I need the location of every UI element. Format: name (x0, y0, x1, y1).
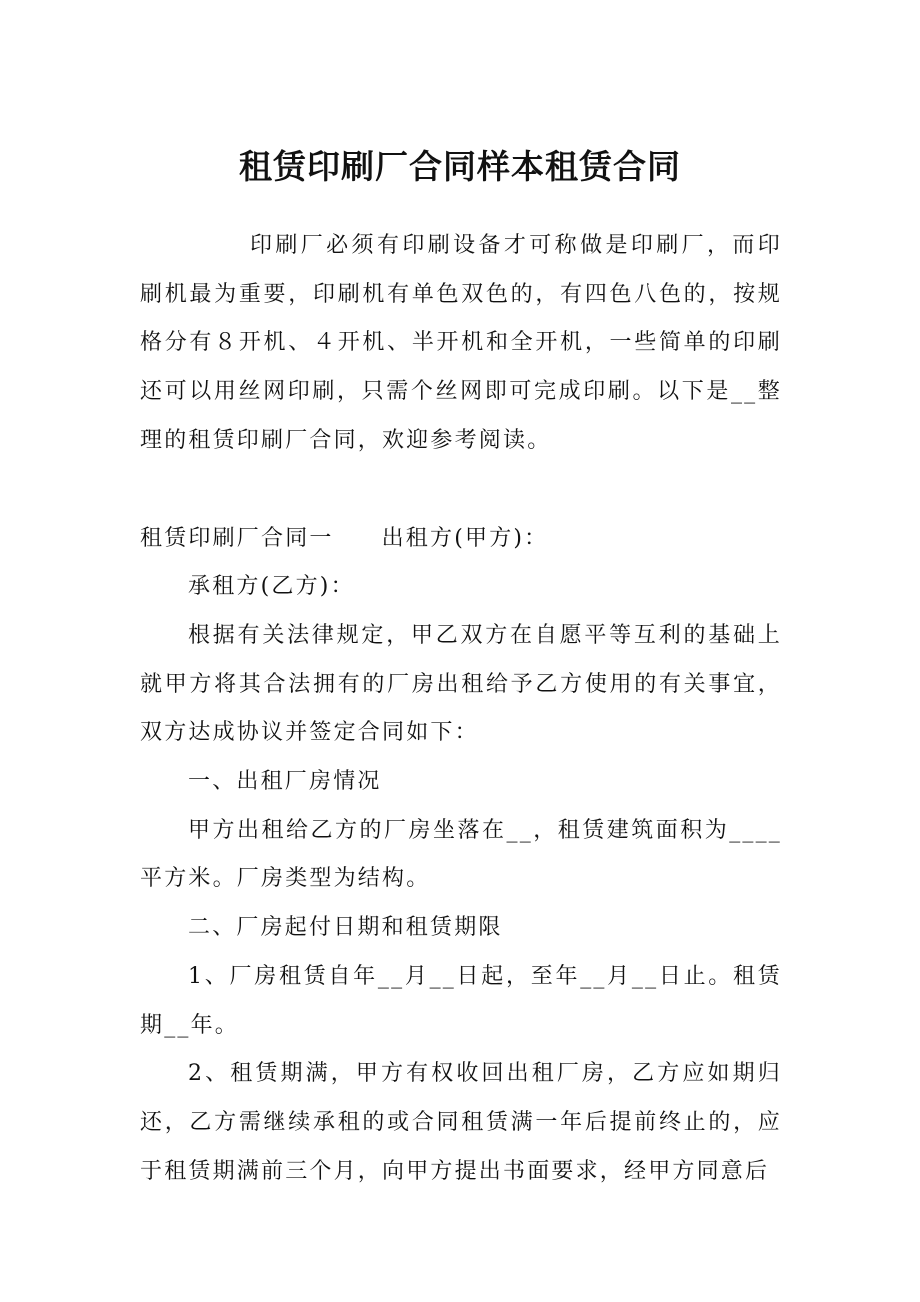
contract-heading: 租赁印刷厂合同一 (140, 525, 334, 551)
section-1-text: 甲方出租给乙方的厂房坐落在__，租赁建筑面积为____平方米。厂房类型为结构。 (140, 817, 782, 892)
paragraph-spacer (140, 466, 782, 515)
lessee-label: 承租方(乙方)： (188, 574, 355, 600)
clause-2: 2、租赁期满，甲方有权收回出租厂房，乙方应如期归还，乙方需继续承租的或合同租赁满一年后提前终止的，应于租赁期满前三个月，向甲方提出书面要求，经甲方同意后 (140, 1061, 782, 1184)
document-title: 租赁印刷厂合同样本租赁合同 (239, 147, 681, 186)
section-1-title: 一、出租厂房情况 (188, 769, 382, 795)
lessor-label: 出租方(甲方)： (381, 525, 549, 551)
section-2-title: 二、厂房起付日期和租赁期限 (188, 915, 503, 941)
contract-heading-line (140, 515, 782, 564)
preamble-paragraph: 根据有关法律规定，甲乙双方在自愿平等互利的基础上就甲方将其合法拥有的厂房出租给予乙方使用的有关事宜，双方达成协议并签定合同如下： (140, 622, 782, 746)
intro-paragraph: 印刷厂必须有印刷设备才可称做是印刷厂，而印刷机最为重要，印刷机有单色双色的，有四色八色的，按规格分有８开机、４开机、半开机和全开机，一些简单的印刷还可以用丝网印刷，只需个丝网即可完成印刷。以下是__整理的租赁印刷厂合同，欢迎参考阅读。 (140, 233, 782, 453)
clause-1: 1、厂房租赁自年__月__日起，至年__月__日止。租赁期__年。 (140, 963, 782, 1038)
document-body (140, 222, 782, 1196)
